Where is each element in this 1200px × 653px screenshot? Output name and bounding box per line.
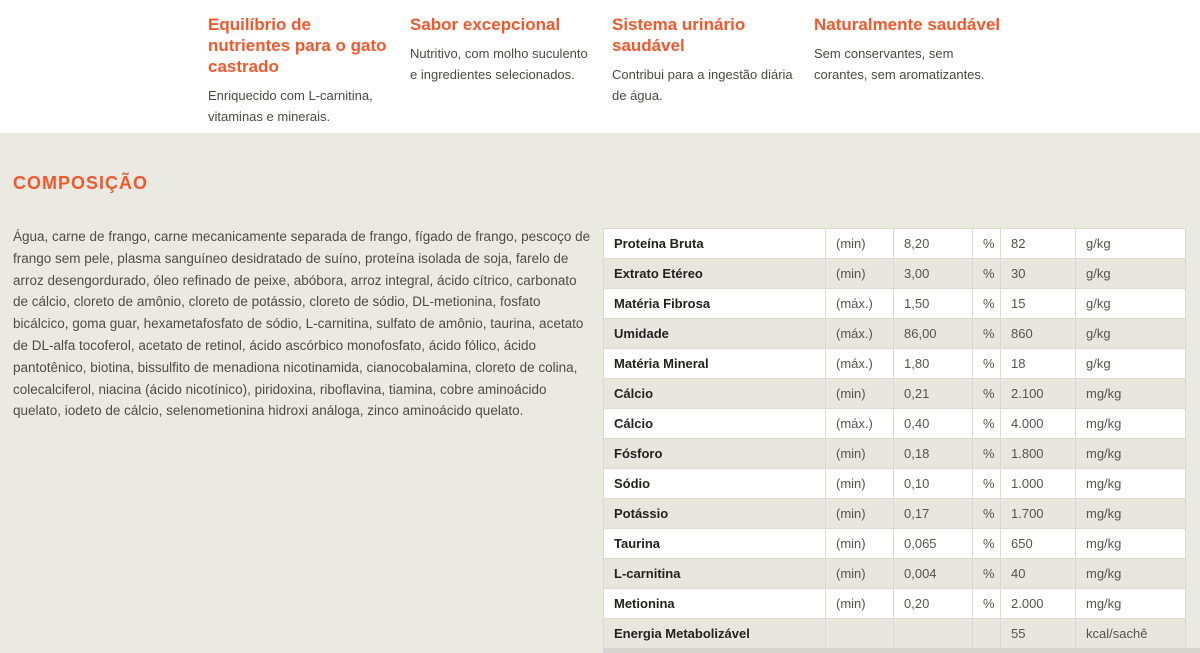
- feature-title: Equilíbrio de nutrientes para o gato castrado: [208, 15, 387, 77]
- table-cell: (min): [826, 259, 894, 289]
- table-cell: 4.000: [1001, 409, 1076, 439]
- table-cell: 0,065: [894, 529, 973, 559]
- table-cell: (min): [826, 529, 894, 559]
- table-cell: g/kg: [1076, 349, 1186, 379]
- table-cell: 82: [1001, 229, 1076, 259]
- table-cell: 0,004: [894, 559, 973, 589]
- table-cell: %: [973, 409, 1001, 439]
- table-cell: 0,20: [894, 589, 973, 619]
- table-cell: (máx.): [826, 349, 894, 379]
- feature-urinary-health: [612, 14, 800, 127]
- table-cell: g/kg: [1076, 289, 1186, 319]
- section-divider: [603, 648, 1200, 653]
- table-cell: (min): [826, 469, 894, 499]
- table-cell: %: [973, 589, 1001, 619]
- table-cell: %: [973, 469, 1001, 499]
- table-cell: mg/kg: [1076, 559, 1186, 589]
- feature-title: Naturalmente saudável: [814, 15, 1001, 34]
- table-cell: (máx.): [826, 319, 894, 349]
- table-row: [604, 619, 1186, 649]
- table-cell: Umidade: [604, 319, 826, 349]
- table-cell: Metionina: [604, 589, 826, 619]
- table-cell: L-carnitina: [604, 559, 826, 589]
- table-cell: mg/kg: [1076, 469, 1186, 499]
- table-cell: 860: [1001, 319, 1076, 349]
- table-cell: 2.100: [1001, 379, 1076, 409]
- table-cell: Matéria Fibrosa: [604, 289, 826, 319]
- table-cell: %: [973, 349, 1001, 379]
- feature-natural-health: [814, 14, 1002, 127]
- table-cell: 1,80: [894, 349, 973, 379]
- table-cell: 40: [1001, 559, 1076, 589]
- table-row: [604, 319, 1186, 349]
- table-cell: %: [973, 379, 1001, 409]
- table-cell: g/kg: [1076, 319, 1186, 349]
- table-cell: [826, 619, 894, 649]
- table-row: [604, 409, 1186, 439]
- table-cell: 2.000: [1001, 589, 1076, 619]
- table-cell: Cálcio: [604, 409, 826, 439]
- table-row: [604, 469, 1186, 499]
- table-row: [604, 259, 1186, 289]
- table-cell: %: [973, 499, 1001, 529]
- feature-description: Nutritivo, com molho suculento e ingredientes selecionados.: [410, 46, 588, 83]
- table-row: [604, 289, 1186, 319]
- feature-nutrient-balance: [208, 14, 396, 127]
- table-cell: 1.000: [1001, 469, 1076, 499]
- table-cell: Potássio: [604, 499, 826, 529]
- table-cell: Matéria Mineral: [604, 349, 826, 379]
- feature-flavor: [410, 14, 598, 127]
- table-cell: Sódio: [604, 469, 826, 499]
- table-cell: (min): [826, 589, 894, 619]
- table-row: [604, 559, 1186, 589]
- table-cell: %: [973, 529, 1001, 559]
- table-cell: Cálcio: [604, 379, 826, 409]
- table-cell: Proteína Bruta: [604, 229, 826, 259]
- table-cell: (máx.): [826, 289, 894, 319]
- feature-description: Sem conservantes, sem corantes, sem aromatizantes.: [814, 46, 985, 83]
- table-row: [604, 349, 1186, 379]
- table-row: [604, 499, 1186, 529]
- ingredients-paragraph: Água, carne de frango, carne mecanicamente separada de frango, fígado de frango, pescoço de frango sem pele, plasma sanguíneo desidratado de suíno, proteína isolada de soja, farelo de arroz desengordurado, óleo refinado de peixe, abóbora, arroz integral, ácido cítrico, carbonato de cálcio, cloreto de amônio, cloreto de potássio, cloreto de sódio, DL-metionina, fosfato bicálcico, goma guar, hexametafosfato de sódio, L-carnitina, sulfato de amônio, taurina, acetato de DL-alfa tocoferol, acetato de retinol, ácido ascórbico monofosfato, ácido fólico, ácido pantotênico, biotina, bissulfito de menadiona nicotinamida, cianocobalamina, cloreto de colina, colecalciferol, niacina (ácido nicotínico), piridoxina, riboflavina, tiamina, cobre aminoácido quelato, iodeto de cálcio, selenometionina hidroxi análoga, zinco aminoácido quelato.: [13, 229, 591, 419]
- table-cell: Taurina: [604, 529, 826, 559]
- feature-description: Enriquecido com L-carnitina, vitaminas e minerais.: [208, 88, 373, 125]
- table-cell: (min): [826, 499, 894, 529]
- table-row: [604, 529, 1186, 559]
- table-cell: 650: [1001, 529, 1076, 559]
- composition-heading: COMPOSIÇÃO: [13, 173, 149, 193]
- table-cell: %: [973, 439, 1001, 469]
- table-cell: kcal/sachê: [1076, 619, 1186, 649]
- table-cell: %: [973, 289, 1001, 319]
- table-cell: 0,18: [894, 439, 973, 469]
- feature-title: Sistema urinário saudável: [612, 15, 746, 56]
- table-cell: 0,21: [894, 379, 973, 409]
- table-cell: %: [973, 229, 1001, 259]
- table-cell: 8,20: [894, 229, 973, 259]
- table-cell: mg/kg: [1076, 409, 1186, 439]
- table-cell: %: [973, 259, 1001, 289]
- table-cell: 55: [1001, 619, 1076, 649]
- table-cell: 30: [1001, 259, 1076, 289]
- table-cell: (min): [826, 439, 894, 469]
- table-cell: 0,17: [894, 499, 973, 529]
- table-cell: 18: [1001, 349, 1076, 379]
- table-cell: [894, 619, 973, 649]
- table-cell: (min): [826, 559, 894, 589]
- feature-title: Sabor excepcional: [410, 15, 561, 34]
- table-row: [604, 379, 1186, 409]
- table-cell: (min): [826, 379, 894, 409]
- table-cell: (min): [826, 229, 894, 259]
- table-cell: Fósforo: [604, 439, 826, 469]
- table-cell: 0,40: [894, 409, 973, 439]
- table-row: [604, 589, 1186, 619]
- table-cell: (máx.): [826, 409, 894, 439]
- nutrition-table: [603, 228, 1186, 649]
- table-cell: 1,50: [894, 289, 973, 319]
- table-cell: 86,00: [894, 319, 973, 349]
- feature-description: Contribui para a ingestão diária de água.: [612, 67, 793, 104]
- table-cell: mg/kg: [1076, 439, 1186, 469]
- table-cell: mg/kg: [1076, 379, 1186, 409]
- table-cell: g/kg: [1076, 259, 1186, 289]
- table-cell: mg/kg: [1076, 529, 1186, 559]
- table-cell: mg/kg: [1076, 499, 1186, 529]
- table-cell: Energia Metabolizável: [604, 619, 826, 649]
- table-cell: g/kg: [1076, 229, 1186, 259]
- table-cell: 1.800: [1001, 439, 1076, 469]
- table-cell: [973, 619, 1001, 649]
- table-cell: Extrato Etéreo: [604, 259, 826, 289]
- table-cell: mg/kg: [1076, 589, 1186, 619]
- table-cell: 0,10: [894, 469, 973, 499]
- feature-highlights: [208, 14, 1002, 127]
- table-cell: 1.700: [1001, 499, 1076, 529]
- table-row: [604, 439, 1186, 469]
- table-row: [604, 229, 1186, 259]
- table-cell: 3,00: [894, 259, 973, 289]
- table-cell: %: [973, 319, 1001, 349]
- table-cell: %: [973, 559, 1001, 589]
- table-cell: 15: [1001, 289, 1076, 319]
